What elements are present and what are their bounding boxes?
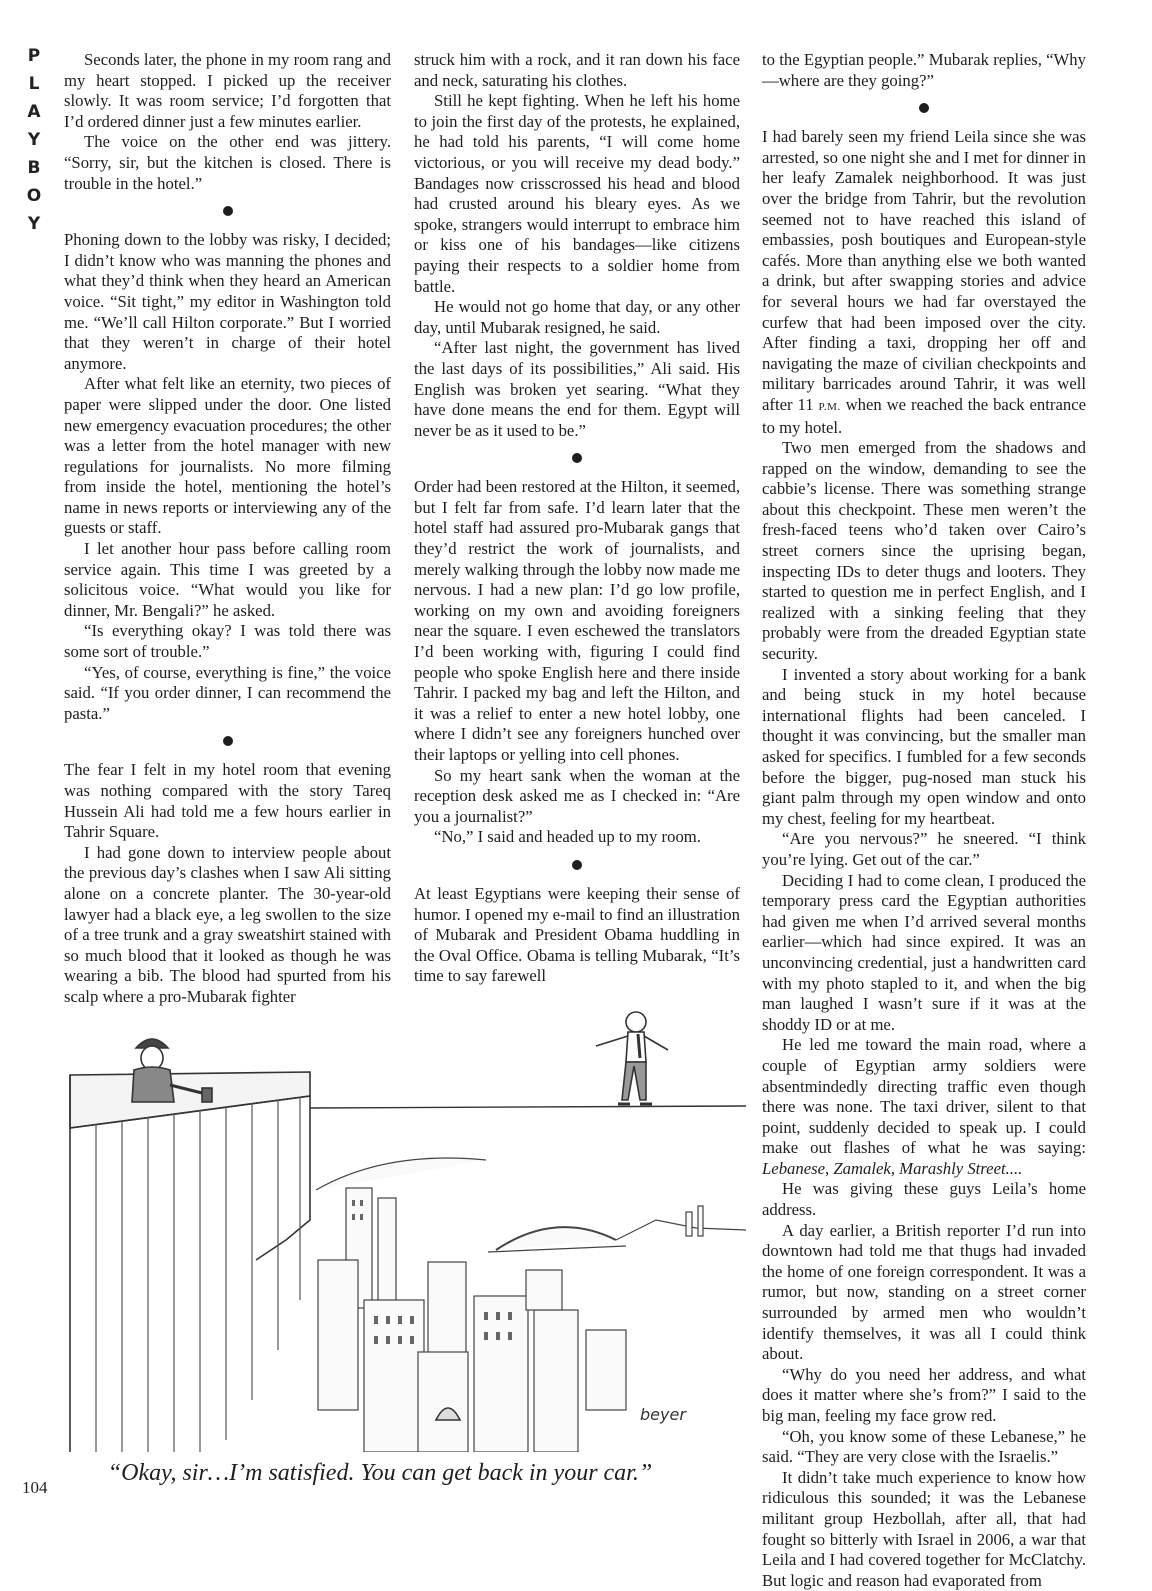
section-break-bullet: [572, 453, 582, 463]
magazine-letter: L: [28, 74, 40, 94]
section-break-bullet: [919, 103, 929, 113]
paragraph: “Oh, you know some of these Lebanese,” he said. “They are very close with the Israelis.”: [762, 1426, 1086, 1467]
paragraph: The fear I felt in my hotel room that evening was nothing compared with the story Tareq Hussein Ali had told me a few hours earlier in Tahrir Square.: [64, 760, 391, 842]
paragraph: The voice on the other end was jittery. “Sorry, sir, but the kitchen is closed. There is trouble in the hotel.”: [64, 132, 391, 193]
paragraph: Deciding I had to come clean, I produced the temporary press card the Egyptian authorities had given me when I’d arrived several months earlier—which had since expired. It was an unconvincing credential, just a handwritten card with my photo stapled to it, and when the big man laughed I wasn’t sure if it was at the shoddy ID or at me.: [762, 870, 1086, 1034]
paragraph: So my heart sank when the woman at the reception desk asked me as I checked in: “Are you a journalist?”: [414, 765, 740, 826]
paragraph: It didn’t take much experience to know how ridiculous this sounded; it was the Lebanese militant group Hezbollah, after all, that had fought so bitterly with Israel in 2006, a war that Leila and I had covered together for McClatchy. But logic and reason had evaporated from: [762, 1467, 1086, 1590]
paragraph: I invented a story about working for a bank and being stuck in my hotel because international flights had been canceled. I thought it was convincing, but the smaller man asked for specifics. I fumbled for a few seconds before the bigger, pug-nosed man stuck his giant palm through my open window and onto my chest, feeling for my heartbeat.: [762, 664, 1086, 828]
magazine-name-vertical: [20, 48, 48, 244]
paragraph: Two men emerged from the shadows and rapped on the window, demanding to see the cabbie’s license. There was something strange about this checkpoint. These men weren’t the fresh-faced teens who’d taken over Cairo’s street corners since the uprising began, inspecting IDs to deter thugs and looters. They started to question me in perfect English, and I realized with a sinking feeling that they probably were from the dreaded Egyptian state security.: [762, 438, 1086, 664]
time-suffix: P.M.: [818, 400, 841, 413]
paragraph: [762, 1035, 1086, 1179]
text-column-3: [762, 50, 1086, 1591]
paragraph: [762, 127, 1086, 438]
paragraph: Still he kept fighting. When he left his home to join the first day of the protests, he explained, he had told his parents, “I will come home victorious, or you will receive my dead body.” Bandages now crisscrossed his head and blood had crusted around his bleary eyes. As we spoke, strangers would interrupt to embrace him or kiss one of his bandages—like citizens paying their respects to a soldier home from battle.: [414, 91, 740, 296]
paragraph-text: I had barely seen my friend Leila since she was arrested, so one night she and I met for dinner in her leafy Zamalek neighborhood. It was just over the bridge from Tahrir, but the revolution seemed not to have reached this island of embassies, posh boutiques and European-style cafés. More than anything else we both wanted a drink, but after swapping stories and advice for several hours we had far overstayed the curfew that had been imposed over the city. After finding a taxi, dropping her off and navigating the maze of civilian checkpoints and military barricades around Tahrir, it was well after 11: [762, 127, 1086, 414]
section-break-bullet: [223, 206, 233, 216]
paragraph-text: He led me toward the main road, where a couple of Egyptian army soldiers were absentmindedly directing traffic even though there was none. The taxi driver, silent to that point, suddenly decided to speak up. I could make out flashes of what he was saying:: [762, 1035, 1086, 1158]
cartoonist-signature: beyer: [640, 1405, 686, 1424]
paragraph: to the Egyptian people.” Mubarak replies, “Why—where are they going?”: [762, 50, 1086, 90]
paragraph: “Why do you need her address, and what does it matter where she’s from?” I said to the big man, feeling my face grow red.: [762, 1364, 1086, 1425]
officer-figure: [132, 1039, 212, 1102]
paragraph: I had gone down to interview people about the previous day’s clashes when I saw Ali sitting alone on a concrete planter. The 30-year-old lawyer had a black eye, a leg swollen to the size of a tree trunk and a gray sweatshirt stained with so much blood that it looked as though he was wearing a bib. The blood had spurted from his scalp where a pro-Mubarak fighter: [64, 842, 391, 1006]
section-break-bullet: [223, 736, 233, 746]
paragraph: Phoning down to the lobby was risky, I decided; I didn’t know who was manning the phones and what they’d think when they heard an American voice. “Sit tight,” my editor in Washington told me. “We’ll call Hilton corporate.” But I worried that they weren’t in charge of their hotel anymore.: [64, 230, 391, 373]
paragraph: At least Egyptians were keeping their sense of humor. I opened my e-mail to find an illustration of Mubarak and President Obama huddling in the Oval Office. Obama is telling Mubarak, “It’s time to say farewell: [414, 883, 740, 986]
paragraph: A day earlier, a British reporter I’d run into downtown had told me that thugs had invaded the home of one foreign correspondent. It was a rumor, but now, standing on a street corner surrounded by armed men who wouldn’t identify themselves, it was all I could think about.: [762, 1220, 1086, 1364]
magazine-letter: P: [27, 46, 41, 66]
page-number: 104: [22, 1478, 48, 1497]
text-column-1: [64, 50, 391, 1008]
text-column-2: [414, 50, 740, 987]
magazine-letter: Y: [27, 130, 41, 150]
magazine-letter: O: [26, 186, 42, 206]
section-break-bullet: [572, 860, 582, 870]
paragraph: I let another hour pass before calling room service again. This time I was greeted by a solicitous voice. “What would you like for dinner, Mr. Bengali?” he asked.: [64, 539, 391, 620]
magazine-letter: A: [27, 102, 41, 122]
paragraph-text: when we reached the back entrance to my hotel.: [762, 394, 1087, 437]
paragraph: “After last night, the government has lived the last days of its possibilities,” Ali said. His English was broken yet searing. “What they have done means the end for them. Egypt will never be as it used to be.”: [414, 338, 740, 440]
paragraph: “No,” I said and headed up to my room.: [434, 827, 701, 847]
paragraph: Order had been restored at the Hilton, it seemed, but I felt far from safe. I’d learn later that the hotel staff had assured pro-Mubarak gangs that they’d restrict the work of journalists, and merely walking through the lobby now made me nervous. I had a new plan: I’d go low profile, working on my own and avoiding foreigners near the square. I even eschewed the translators I’d been working with, figuring I could find people who spoke English here and there inside Tahrir. I packed my bag and left the Hilton, and it was a relief to enter a new hotel lobby, one where I didn’t see any foreigners hunched over their laptops or yelling into cell phones.: [414, 477, 740, 764]
paragraph: He was giving these guys Leila’s home address.: [762, 1179, 1086, 1220]
paragraph: “Is everything okay? I was told there was some sort of trouble.”: [64, 621, 391, 662]
paragraph: Seconds later, the phone in my room rang and my heart stopped. I picked up the receiver slowly. It was room service; I’d forgotten that I’d ordered dinner just a few minutes earlier.: [64, 50, 391, 131]
cartoon-illustration: [56, 1000, 746, 1452]
paragraph: After what felt like an eternity, two pieces of paper were slipped under the door. One listed new emergency evacuation procedures; the other was a letter from the hotel manager with new regulations for journalists. No more filming from inside the hotel, mentioning the hotel’s name in news reports or interviewing any of the guests or staff.: [64, 374, 391, 538]
paragraph: “Yes, of course, everything is fine,” the voice said. “If you order dinner, I can recommend the pasta.”: [64, 662, 391, 723]
paragraph: “Are you nervous?” he sneered. “I think you’re lying. Get out of the car.”: [762, 829, 1086, 869]
cartoon-caption: “Okay, sir…I’m satisfied. You can get back in your car.”: [107, 1460, 653, 1486]
paragraph: He would not go home that day, or any other day, until Mubarak resigned, he said.: [414, 297, 740, 337]
italic-text: Lebanese, Zamalek, Marashly Street....: [762, 1158, 1023, 1178]
magazine-letter: Y: [27, 214, 41, 234]
man-on-tightrope: [596, 1012, 668, 1104]
paragraph: struck him with a rock, and it ran down his face and neck, saturating his clothes.: [414, 50, 740, 90]
magazine-letter: B: [27, 158, 41, 178]
cartoon-caption-wrap: [0, 1460, 1152, 1487]
